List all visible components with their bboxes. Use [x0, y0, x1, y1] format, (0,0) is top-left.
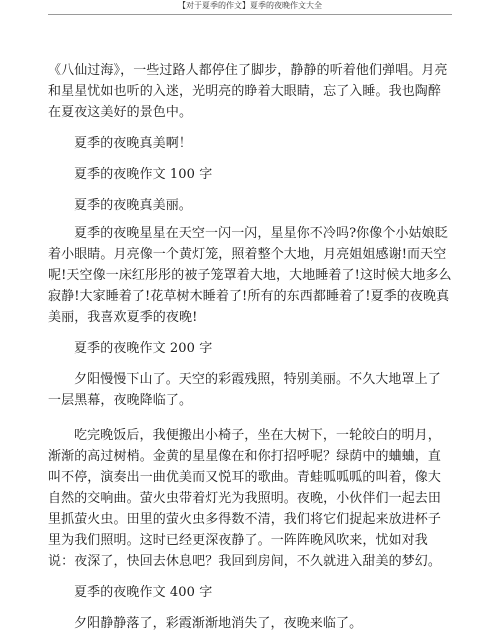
paragraph-intro: 《八仙过海》，一些过路人都停住了脚步，静静的听着他们弹唱。月亮和星星忧如也听的入迷，光明亮的睁着大眼睛，忘了入睡。我也陶醉在夏夜这美好的景色中。 [48, 63, 448, 120]
header-title: 【对于夏季的作文】夏季的夜晚作文大全 [178, 1, 322, 10]
document-body [48, 60, 452, 634]
section-heading-200: 夏季的夜晚作文 200 字 [74, 341, 213, 356]
paragraph-sunset: 夕阳慢慢下山了。天空的彩霞残照，特别美丽。不久大地罩上了一层黑幕，夜晚降临了。 [48, 372, 441, 408]
page-header [0, 0, 500, 14]
section-heading-400: 夏季的夜晚作文 400 字 [74, 585, 213, 600]
header-divider [48, 14, 452, 15]
section-heading-100: 夏季的夜晚作文 100 字 [74, 167, 213, 182]
paragraph-exclaim: 夏季的夜晚真美啊！ [74, 136, 192, 151]
paragraph-after-dinner: 吃完晚饭后，我便搬出小椅子，坐在大树下，一轮皎白的明月，渐渐的高过树梢。金黄的星星像在和你打招呼呢？绿荫中的蛐蛐，直叫不停，演奏出一曲优美而又悦耳的歌曲。青蛙呱呱呱的叫着，像大自然的交响曲。萤火虫带着灯光为我照明。夜晚，小伙伴们一起去田里抓萤火虫。田里的萤火虫多得数不清，我们将它们捉起来放进杯子里为我们照明。这时已经更深夜静了。一阵阵晚风吹来，忧如对我说：夜深了，快回去休息吧？我回到房间，不久就进入甜美的梦幻。 [48, 428, 442, 569]
paragraph-stars: 夏季的夜晚星星在天空一闪一闪，星星你不冷吗?你像个小姑娘眨着小眼睛。月亮像一个黄灯笼，照着整个大地，月亮姐姐感谢!而天空呢!天空像一床红彤彤的被子笼罩着大地，大地睡着了!这时候大地多么寂静!大家睡着了!花草树木睡着了!所有的东西都睡着了!夏季的夜晚真美丽，我喜欢夏季的夜晚! [48, 226, 452, 325]
paragraph-dusk: 夕阳静静落了，彩霞渐渐地消失了，夜晚来临了。 [74, 616, 363, 631]
paragraph-beautiful: 夏季的夜晚真美丽。 [74, 198, 192, 213]
